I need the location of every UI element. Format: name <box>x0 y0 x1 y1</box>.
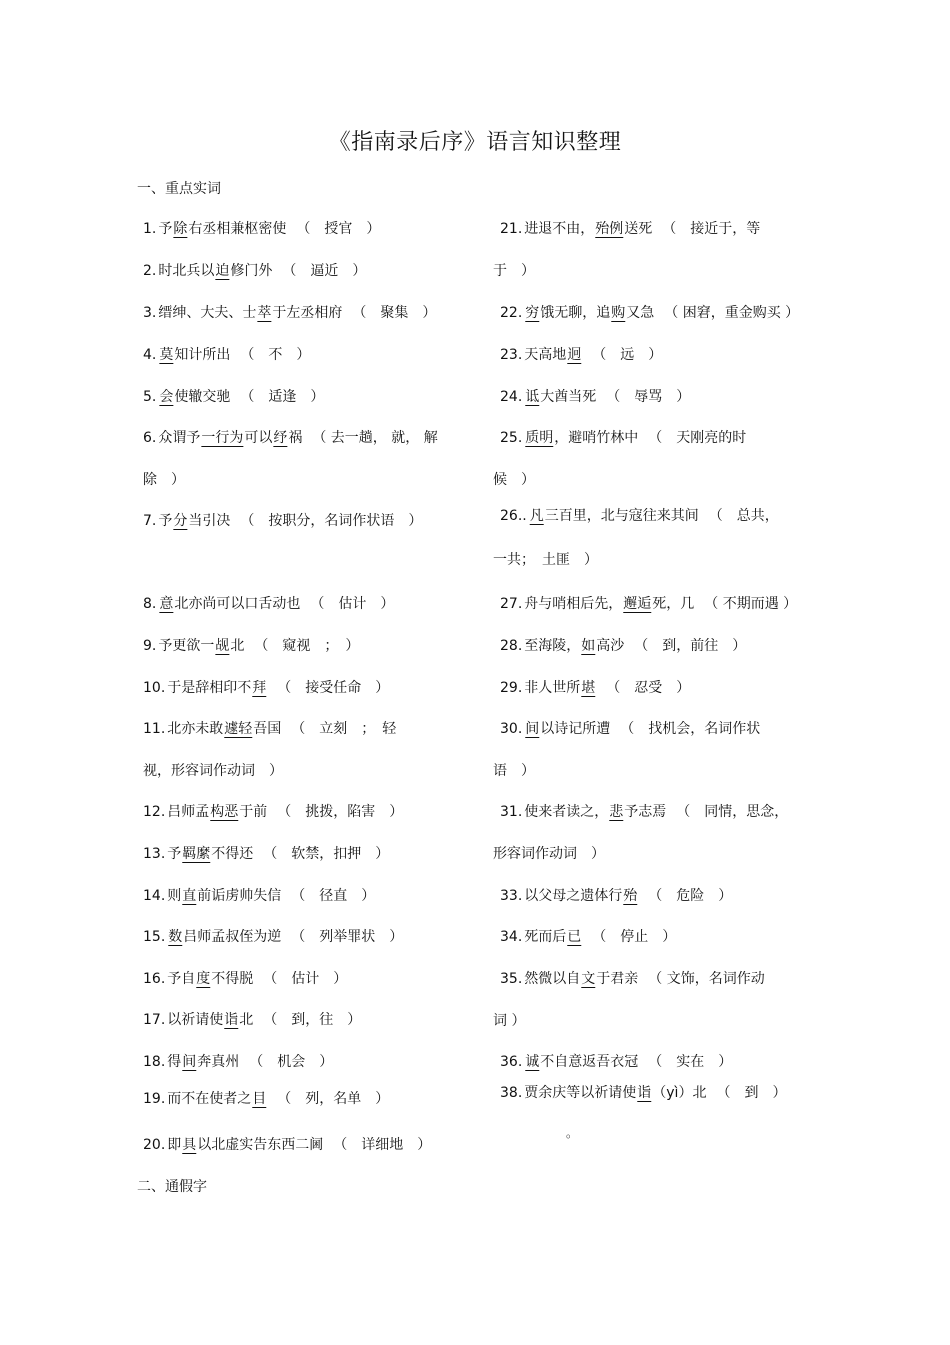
item-number: 11. <box>143 721 166 737</box>
item-number: 14. <box>143 888 166 904</box>
keyword: 邂逅 <box>623 596 652 612</box>
keyword: 诚 <box>525 1054 540 1070</box>
item-number: 20. <box>143 1137 166 1153</box>
item-number: 1. <box>143 221 157 237</box>
vocab-item <box>143 927 403 947</box>
item-number: 2. <box>143 263 157 279</box>
keyword: 遽轻 <box>224 721 253 737</box>
gloss: （ 天刚亮的时 <box>648 430 747 446</box>
vocab-item <box>500 1052 732 1072</box>
item-number: 10. <box>143 680 166 696</box>
gloss: （ 接近于，等 <box>662 221 761 237</box>
gloss: （ 径直 ） <box>291 888 376 904</box>
item-number: 12. <box>143 804 166 820</box>
gloss: （ 接受任命 ） <box>277 680 390 696</box>
vocab-item <box>500 303 799 323</box>
keyword: 文 <box>581 971 596 987</box>
gloss-continuation: 视，形容词作动词 ） <box>143 763 283 779</box>
gloss-continuation: 形容词作动词 ） <box>493 846 605 862</box>
vocab-item <box>143 1010 361 1030</box>
vocab-item <box>143 886 375 906</box>
vocab-item <box>143 219 380 239</box>
item-text-after: 奔真州 <box>197 1054 240 1070</box>
item-text-before: 缙绅、大夫、士 <box>158 305 257 321</box>
item-text-after: 可以 <box>244 430 273 446</box>
item-text-after: 饿无聊，追 <box>540 305 611 321</box>
item-text-before: 天高地 <box>524 347 567 363</box>
item-text-before: 予 <box>158 221 173 237</box>
gloss: （ 估计 ） <box>263 971 348 987</box>
item-text-after: 于前 <box>239 804 268 820</box>
vocab-item <box>500 636 746 656</box>
item-number: 36. <box>500 1054 523 1070</box>
keyword: 会 <box>159 389 174 405</box>
gloss: （ 估计 ） <box>310 596 395 612</box>
page-title: 《指南录后序》语言知识整理 <box>328 130 622 155</box>
item-text-before: 死而后 <box>524 929 567 945</box>
item-text-before: 以父母之遗体行 <box>524 888 623 904</box>
vocab-item <box>500 345 662 365</box>
vocab-item <box>143 802 403 822</box>
gloss: （ 按职分，名词作状语 ） <box>240 513 423 529</box>
item-number: 9. <box>143 638 157 654</box>
item-text-before: 舟与哨相后先， <box>524 596 623 612</box>
vocab-item <box>500 387 690 407</box>
vocab-item <box>143 969 347 989</box>
item-text-before: 北亦未敢 <box>167 721 224 737</box>
gloss: （ 去一趟， 就， 解 <box>312 430 438 446</box>
gloss: （ 困窘，重金购买 ） <box>664 305 800 321</box>
item-text-after: 吕师孟叔侄为逆 <box>183 929 282 945</box>
item-number: 23. <box>500 347 523 363</box>
item-text-after: 不自意返吾衣冠 <box>540 1054 639 1070</box>
item-text-before: 以祈请使 <box>167 1012 224 1028</box>
gloss-continuation: 词 ） <box>493 1013 526 1029</box>
keyword: 殆例 <box>595 221 624 237</box>
item-number: 27. <box>500 596 523 612</box>
vocab-item <box>500 802 788 822</box>
item-text-after-2: 又急 <box>626 305 655 321</box>
item-text-after: 于君亲 <box>596 971 639 987</box>
vocab-item <box>143 1052 333 1072</box>
gloss: （ 忍受 ） <box>606 680 691 696</box>
keyword: 羁縻 <box>182 846 211 862</box>
item-text-before: 予自 <box>167 971 196 987</box>
item-number: 8. <box>143 596 157 612</box>
item-number: 7. <box>143 513 157 529</box>
keyword: 目 <box>252 1091 267 1107</box>
gloss: （ 远 ） <box>592 347 663 363</box>
item-text-after: 送死 <box>624 221 653 237</box>
keyword: 数 <box>168 929 183 945</box>
item-text-before: 吕师孟 <box>167 804 210 820</box>
item-number: 25. <box>500 430 523 446</box>
item-number: 22. <box>500 305 523 321</box>
keyword: 殆 <box>623 888 638 904</box>
item-text-after: 予志焉 <box>624 804 667 820</box>
item-number: 35. <box>500 971 523 987</box>
item-text-after: 知计所出 <box>174 347 231 363</box>
item-number: 5. <box>143 389 157 405</box>
item-number: 38. <box>500 1085 523 1101</box>
keyword: 迫 <box>215 263 230 279</box>
gloss: （ 聚集 ） <box>352 305 437 321</box>
keyword: 直 <box>182 888 197 904</box>
gloss: （ 到，往 ） <box>263 1012 362 1028</box>
gloss: （ 总共， <box>708 508 779 524</box>
keyword: 堪 <box>581 680 596 696</box>
item-text-after-2: 祸 <box>288 430 303 446</box>
item-number: 13. <box>143 846 166 862</box>
vocab-item <box>500 678 690 698</box>
item-text-after: （yì）北 <box>652 1085 707 1101</box>
gloss: （ 详细地 ） <box>333 1137 432 1153</box>
item-text-before: 予 <box>158 513 173 529</box>
item-text-after: 北 <box>230 638 245 654</box>
keyword: 度 <box>196 971 211 987</box>
item-number: 21. <box>500 221 523 237</box>
vocab-item <box>143 1089 389 1109</box>
keyword: 诋 <box>525 389 540 405</box>
vocab-item <box>143 844 389 864</box>
item-text-after: 死，几 <box>652 596 695 612</box>
keyword: 悲 <box>609 804 624 820</box>
item-number: 30. <box>500 721 523 737</box>
item-number: 31. <box>500 804 523 820</box>
item-text-after: 以北虚实告东西二阃 <box>197 1137 324 1153</box>
vocab-item <box>500 594 797 614</box>
vocab-item <box>500 886 732 906</box>
item-text-before: 得 <box>167 1054 182 1070</box>
vocab-item <box>143 303 436 323</box>
item-text-after: 北 <box>239 1012 254 1028</box>
item-text-after: ，避哨竹林中 <box>554 430 639 446</box>
item-text-before: 予 <box>167 846 182 862</box>
keyword: 已 <box>567 929 582 945</box>
keyword: 萃 <box>257 305 272 321</box>
keyword-2: 纾 <box>273 430 288 446</box>
gloss: （ 不 ） <box>240 347 311 363</box>
vocab-item <box>500 719 760 739</box>
gloss: （ 实在 ） <box>648 1054 733 1070</box>
keyword: 迥 <box>567 347 582 363</box>
item-number: 6. <box>143 430 157 446</box>
keyword: 觇 <box>215 638 230 654</box>
gloss: （ 软禁，扣押 ） <box>263 846 390 862</box>
keyword: 间 <box>182 1054 197 1070</box>
vocab-item <box>143 678 389 698</box>
gloss-continuation: 一共； 土匪 ） <box>493 552 598 568</box>
item-number: 17. <box>143 1012 166 1028</box>
vocab-item <box>500 927 676 947</box>
item-text-after: 当引决 <box>188 513 231 529</box>
keyword: 意 <box>159 596 174 612</box>
gloss-continuation: 除 ） <box>143 472 185 488</box>
item-text-after: 大酋当死 <box>540 389 597 405</box>
stray-period: 。 <box>566 1126 579 1140</box>
gloss: （ 列，名单 ） <box>277 1091 390 1107</box>
item-text-after: 高沙 <box>596 638 625 654</box>
item-text-before: 则 <box>167 888 182 904</box>
vocab-item <box>500 219 760 239</box>
gloss: （ 机会 ） <box>249 1054 334 1070</box>
item-text-after: 三百里，北与寇往来其间 <box>544 508 699 524</box>
section-heading-key-words: 一、重点实词 <box>137 181 221 197</box>
item-text-after: 北亦尚可以口舌动也 <box>174 596 301 612</box>
keyword-2: 购 <box>611 305 626 321</box>
keyword: 构恶 <box>210 804 239 820</box>
item-number: 28. <box>500 638 523 654</box>
item-text-after: 修门外 <box>230 263 273 279</box>
gloss: （ 授官 ） <box>296 221 381 237</box>
gloss-continuation: 语 ） <box>493 763 535 779</box>
keyword: 具 <box>182 1137 197 1153</box>
gloss: （ 停止 ） <box>592 929 677 945</box>
gloss: （ 危险 ） <box>648 888 733 904</box>
gloss-continuation: 候 ） <box>493 472 535 488</box>
vocab-item <box>500 1083 786 1103</box>
item-text-after: 前诟虏帅失信 <box>197 888 282 904</box>
item-text-before: 然微以自 <box>524 971 581 987</box>
item-number: 26.. <box>500 508 527 524</box>
keyword: 诣 <box>224 1012 239 1028</box>
item-number: 4. <box>143 347 157 363</box>
keyword: 除 <box>173 221 188 237</box>
keyword: 间 <box>525 721 540 737</box>
vocab-item <box>143 1135 431 1155</box>
item-text-before: 非人世所 <box>524 680 581 696</box>
item-text-before: 即 <box>167 1137 182 1153</box>
section-heading-tongjiazi: 二、通假字 <box>137 1179 207 1195</box>
item-text-before: 众谓予 <box>158 430 201 446</box>
item-text-before: 进退不由， <box>524 221 595 237</box>
gloss: （ 逼近 ） <box>282 263 367 279</box>
keyword: 一行为 <box>201 430 244 446</box>
item-number: 3. <box>143 305 157 321</box>
keyword: 莫 <box>159 347 174 363</box>
item-text-after: 不得脱 <box>211 971 254 987</box>
vocab-item <box>500 969 765 989</box>
gloss: （ 文饰，名词作动 <box>648 971 765 987</box>
item-text-before: 而不在使者之 <box>167 1091 252 1107</box>
vocab-item <box>143 428 438 448</box>
vocab-item <box>143 387 324 407</box>
item-text-after: 于左丞相府 <box>272 305 343 321</box>
gloss: （ 列举罪状 ） <box>291 929 404 945</box>
item-text-before: 至海陵， <box>524 638 581 654</box>
gloss: （ 找机会，名词作状 <box>620 721 761 737</box>
item-number: 34. <box>500 929 523 945</box>
vocab-item <box>143 261 366 281</box>
item-text-after: 吾国 <box>253 721 282 737</box>
item-number: 19. <box>143 1091 166 1107</box>
keyword: 凡 <box>529 508 544 524</box>
gloss: （ 同情，思念， <box>676 804 789 820</box>
gloss: （ 到，前往 ） <box>634 638 747 654</box>
keyword: 拜 <box>252 680 267 696</box>
item-number: 15. <box>143 929 166 945</box>
vocab-item <box>143 594 394 614</box>
gloss: （ 立刻 ； 轻 <box>291 721 397 737</box>
item-number: 29. <box>500 680 523 696</box>
gloss-continuation: 于 ） <box>493 263 535 279</box>
item-number: 33. <box>500 888 523 904</box>
item-text-before: 于是辞相印不 <box>167 680 252 696</box>
keyword: 穷 <box>525 305 540 321</box>
item-text-after: 使辙交驰 <box>174 389 231 405</box>
vocab-item <box>500 506 779 526</box>
gloss: （ 辱骂 ） <box>606 389 691 405</box>
item-text-before: 予更欲一 <box>158 638 215 654</box>
keyword: 诣 <box>637 1085 652 1101</box>
item-number: 18. <box>143 1054 166 1070</box>
gloss: （ 不期而遇 ） <box>704 596 798 612</box>
gloss: （ 到 ） <box>716 1085 787 1101</box>
keyword: 分 <box>173 513 188 529</box>
vocab-item <box>143 719 396 739</box>
gloss: （ 窥视 ； ） <box>254 638 360 654</box>
keyword: 如 <box>581 638 596 654</box>
vocab-item <box>500 428 746 448</box>
item-text-before: 时北兵以 <box>158 263 215 279</box>
vocab-item <box>143 511 422 531</box>
item-text-before: 使来者读之， <box>524 804 609 820</box>
keyword: 质明 <box>525 430 554 446</box>
item-text-after: 不得还 <box>211 846 254 862</box>
gloss: （ 适逢 ） <box>240 389 325 405</box>
vocab-item <box>143 636 359 656</box>
gloss: （ 挑拨，陷害 ） <box>277 804 404 820</box>
item-text-after: 以诗记所遭 <box>540 721 611 737</box>
item-text-after: 右丞相兼枢密使 <box>188 221 287 237</box>
item-text-before: 贾余庆等以祈请使 <box>524 1085 637 1101</box>
vocab-item <box>143 345 310 365</box>
item-number: 16. <box>143 971 166 987</box>
item-number: 24. <box>500 389 523 405</box>
